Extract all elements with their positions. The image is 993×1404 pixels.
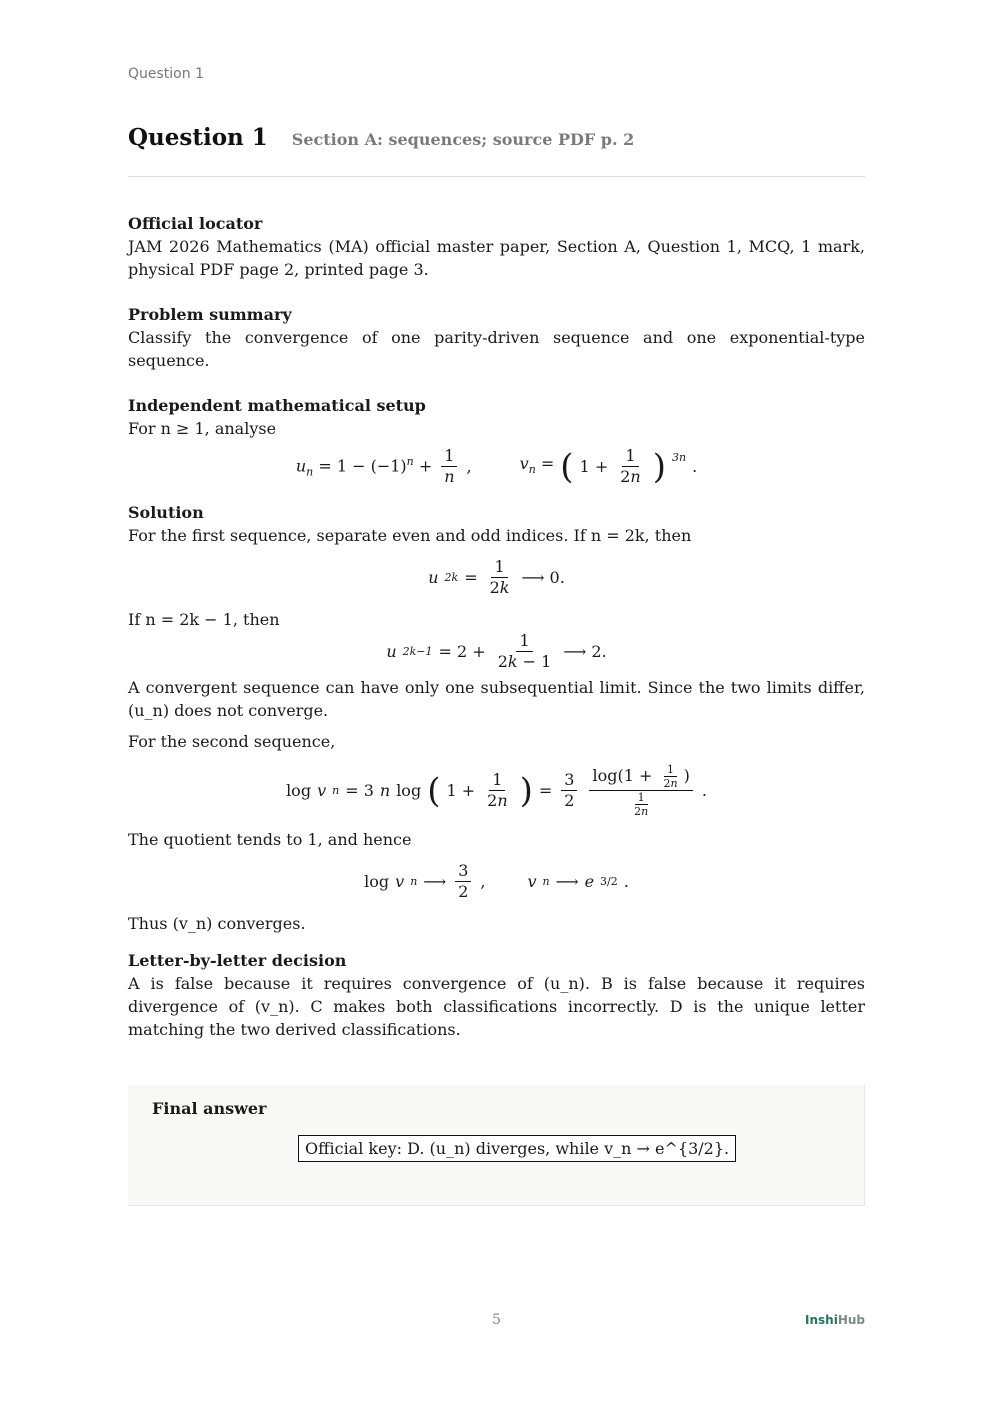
setup-intro: For n ≥ 1, analyse: [128, 419, 277, 438]
sequence-definitions: $u_n = 1 - (-1)^n$ + $\frac{1}{n}$ , $v_n$ = ( 1 + $\frac{1}{2n}$ ) $^{3n}$ .: [295, 446, 698, 487]
section-heading: Problem summary: [128, 305, 292, 324]
final-answer-text: Official key: D. (u_n) diverges, while v_n → e^{3/2}.: [298, 1135, 736, 1162]
solution-paragraph: A convergent sequence can have only one subsequential limit. Since the two limits differ, (u_n) does not converge.: [128, 678, 865, 720]
brand-logo: [805, 1313, 865, 1327]
brand-part2: Hub: [837, 1313, 865, 1327]
title-divider: [128, 176, 865, 177]
final-answer-box: [128, 1085, 865, 1206]
solution-paragraph: The quotient tends to 1, and hence: [128, 830, 412, 849]
section-heading: Official locator: [128, 214, 263, 233]
solution-paragraph: Thus (v_n) converges.: [128, 914, 306, 933]
question-title-row: [128, 124, 865, 151]
equation-log-v: log v n = 3 n log ( 1 + $\frac{1}{2n}$ ) = $\frac{3}{2}$ log(1 + $\frac{1}{2n}$ ) $\frac{1}{2n}$ .: [286, 763, 707, 818]
question-subtitle: Section A: sequences; source PDF p. 2: [291, 130, 635, 149]
setup-section: [128, 394, 865, 487]
solution-paragraph: For the first sequence, separate even and odd indices. If n = 2k, then: [128, 526, 692, 545]
section-heading: Independent mathematical setup: [128, 396, 426, 415]
final-answer-heading: Final answer: [152, 1099, 267, 1118]
section-body: Classify the convergence of one parity-driven sequence and one exponential-type sequence.: [128, 328, 865, 370]
solution-paragraph: For the second sequence,: [128, 732, 336, 751]
section-heading: Letter-by-letter decision: [128, 951, 347, 970]
question-title: Question 1: [128, 124, 268, 151]
question-content: [128, 212, 865, 1063]
decision-section: [128, 949, 865, 1041]
problem-summary-section: [128, 303, 865, 372]
section-body: JAM 2026 Mathematics (MA) official master paper, Section A, Question 1, MCQ, 1 mark, physical PDF page 2, printed page 3.: [128, 237, 865, 279]
solution-section: [128, 501, 865, 935]
official-locator-section: [128, 212, 865, 281]
equation-even-subsequence: u 2k = $\frac{1}{2k}$ ⟶ 0.: [428, 557, 565, 597]
running-header: Question 1: [128, 66, 204, 82]
equation-odd-subsequence: u 2k−1 = 2 + $\frac{1}{2k - 1}$ ⟶ 2.: [386, 631, 607, 671]
equation-limit-v: log v n ⟶ $\frac{3}{2}$ , v n ⟶ e 3/2 .: [364, 861, 629, 901]
section-body: A is false because it requires convergence of (u_n). B is false because it requires divergence of (v_n). C makes both classifications incorrectly. D is the unique letter matching the two derived classifications.: [128, 974, 865, 1039]
solution-paragraph: If n = 2k − 1, then: [128, 610, 280, 629]
section-heading: Solution: [128, 503, 204, 522]
page-number: 5: [492, 1312, 501, 1328]
brand-part1: Inshi: [805, 1313, 838, 1327]
